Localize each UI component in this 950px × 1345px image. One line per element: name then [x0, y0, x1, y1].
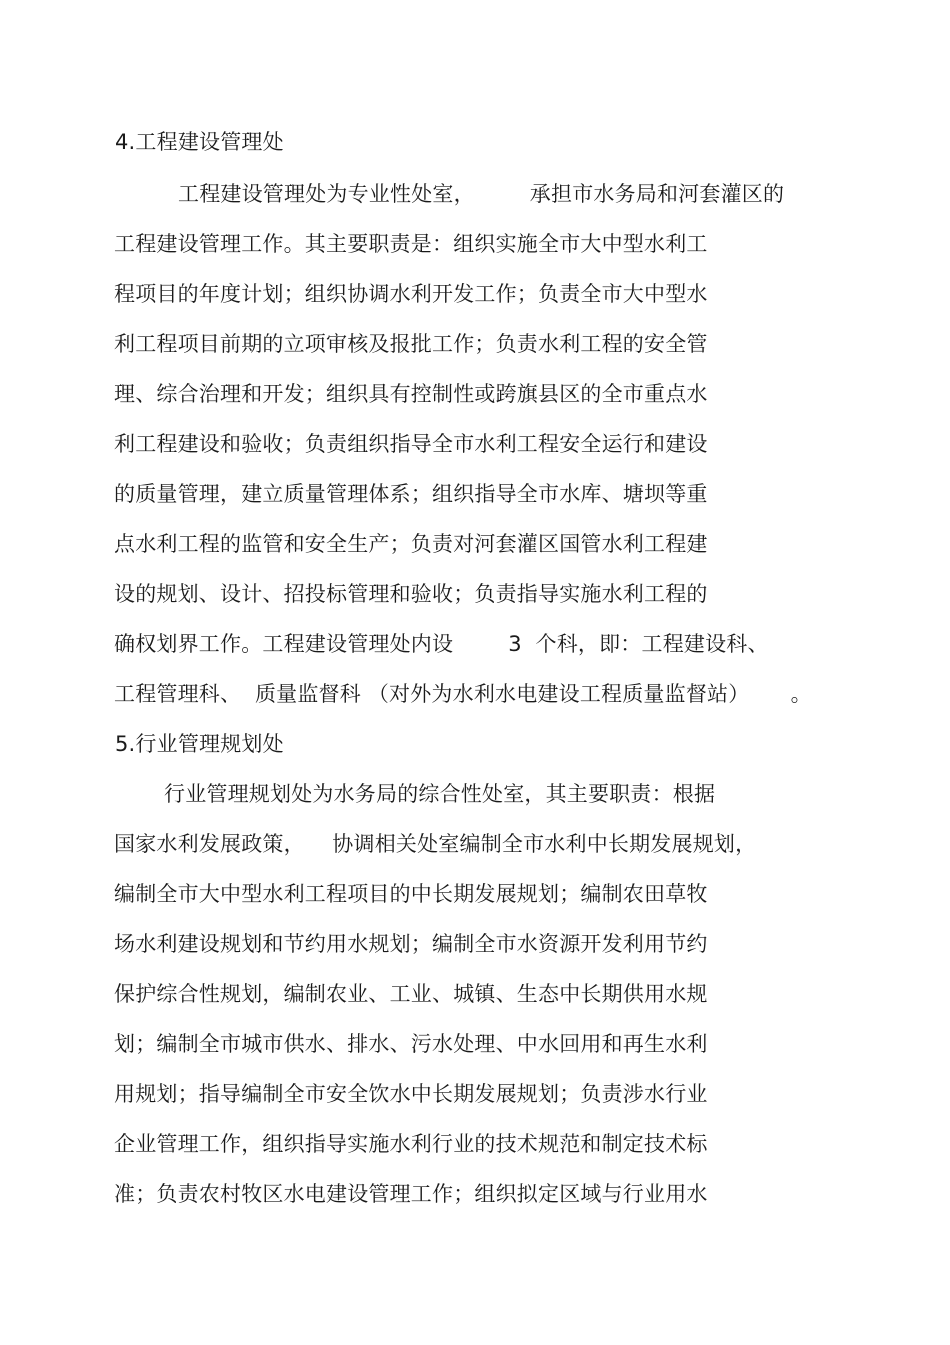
section-4-line-3: 程项目的年度计划；组织协调水利开发工作；负责全市大中型水 [114, 282, 708, 306]
section-5-line-3: 编制全市大中型水利工程项目的中长期发展规划；编制农田草牧 [114, 882, 708, 906]
section-5-heading: 5.行业管理规划处 [115, 732, 284, 756]
section-4-line-1: 工程建设管理处为专业性处室， 承担市水务局和河套灌区的 [178, 182, 785, 206]
section-4-line-2: 工程建设管理工作。其主要职责是：组织实施全市大中型水利工 [114, 232, 708, 256]
section-4-line-11: 工程管理科、 质量监督科 （对外为水利水电建设工程质量监督站） 。 [114, 682, 812, 706]
section-5-line-5: 保护综合性规划，编制农业、工业、城镇、生态中长期供用水规 [114, 982, 708, 1006]
section-4-line-8: 点水利工程的监管和安全生产；负责对河套灌区国管水利工程建 [114, 532, 708, 556]
section-4-line-10: 确权划界工作。工程建设管理处内设 3 个科，即：工程建设科、 [114, 632, 769, 656]
section-5-line-1: 行业管理规划处为水务局的综合性处室，其主要职责：根据 [164, 782, 716, 806]
section-5-line-4: 场水利建设规划和节约用水规划；编制全市水资源开发利用节约 [114, 932, 708, 956]
section-5-line-2: 国家水利发展政策， 协调相关处室编制全市水利中长期发展规划， [114, 832, 757, 856]
section-5-line-7: 用规划；指导编制全市安全饮水中长期发展规划；负责涉水行业 [114, 1082, 708, 1106]
section-4-line-4: 利工程项目前期的立项审核及报批工作；负责水利工程的安全管 [114, 332, 708, 356]
section-4-heading: 4.工程建设管理处 [115, 130, 284, 154]
section-5-line-6: 划；编制全市城市供水、排水、污水处理、中水回用和再生水利 [114, 1032, 708, 1056]
section-5-line-8: 企业管理工作，组织指导实施水利行业的技术规范和制定技术标 [114, 1132, 708, 1156]
section-5-line-9: 准；负责农村牧区水电建设管理工作；组织拟定区域与行业用水 [114, 1182, 708, 1206]
section-4-line-6: 利工程建设和验收；负责组织指导全市水利工程安全运行和建设 [114, 432, 708, 456]
section-4-line-5: 理、综合治理和开发；组织具有控制性或跨旗县区的全市重点水 [114, 382, 708, 406]
section-4-line-7: 的质量管理，建立质量管理体系；组织指导全市水库、塘坝等重 [114, 482, 708, 506]
section-4-line-9: 设的规划、设计、招投标管理和验收；负责指导实施水利工程的 [114, 582, 708, 606]
